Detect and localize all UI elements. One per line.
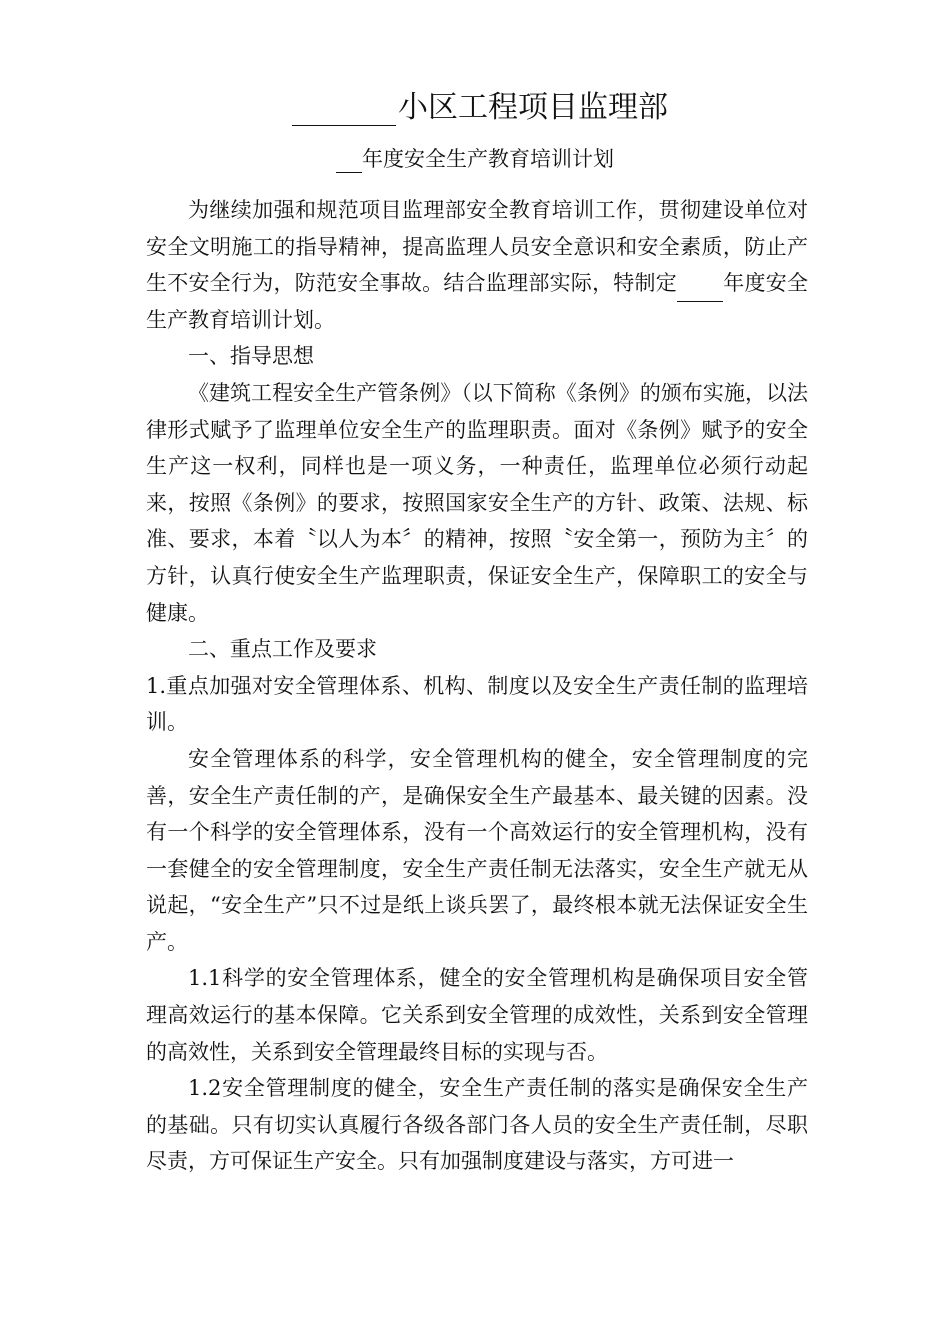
section-heading-2: 二、重点工作及要求 bbox=[188, 637, 377, 662]
page-title bbox=[292, 82, 668, 126]
item-paragraph-1-1: 1.1科学的安全管理体系，健全的安全管理机构是确保项目安全管理高效运行的基本保障。它关系到安全管理的成效性，关系到安全管理的高效性，关系到安全管理最终目标的实现与否。 bbox=[146, 966, 808, 1064]
subtitle-blank-line bbox=[336, 148, 362, 173]
title-text: 小区工程项目监理部 bbox=[398, 90, 668, 125]
page-subtitle bbox=[336, 143, 614, 173]
intro-text-end: 年度安全生产教育培训计划。 bbox=[146, 271, 809, 332]
section-paragraph-1: 《建筑工程安全生产管条例》（以下简称《条例》的颁布实施，以法律形式赋予了监理单位安全生产的监理职责。面对《条例》赋予的安全生产这一权利，同样也是一项义务，一种责任，监理单位必须行动起来，按照《条例》的要求，按照国家安全生产的方针、政策、法规、标准、要求，本着〝以人为本〞的精神，按照〝安全第一，预防为主〞的方针，认真行使安全生产监理职责，保证安全生产，保障职工的安全与健康。 bbox=[146, 380, 808, 625]
document-body bbox=[146, 192, 808, 1180]
section-heading-1: 一、指导思想 bbox=[188, 344, 314, 369]
item-paragraph-1-2: 1.2安全管理制度的健全，安全生产责任制的落实是确保安全生产的基础。只有切实认真履行各级各部门各人员的安全生产责任制，尽职尽责，方可保证生产安全。只有加强制度建设与落实，方可进一 bbox=[146, 1076, 808, 1174]
intro-text: 为继续加强和规范项目监理部安全教育培训工作，贯彻建设单位对安全文明施工的指导精神，提高监理人员安全意识和安全素质，防止产生不安全行为，防范安全事故。结合监理部实际，特制定 bbox=[146, 198, 808, 296]
title-blank-line bbox=[292, 87, 396, 126]
year-blank-line bbox=[677, 275, 723, 302]
item-paragraph-1: 安全管理体系的科学，安全管理机构的健全，安全管理制度的完善，安全生产责任制的产，是确保安全生产最基本、最关键的因素。没有一个科学的安全管理体系，没有一个高效运行的安全管理机构，没有一套健全的安全管理制度，安全生产责任制无法落实，安全生产就无从说起，“安全生产”只不过是纸上谈兵罢了，最终根本就无法保证安全生产。 bbox=[146, 746, 808, 954]
item-heading-1: 1.重点加强对安全管理体系、机构、制度以及安全生产责任制的监理培训。 bbox=[146, 673, 808, 735]
intro-paragraph bbox=[146, 192, 808, 338]
subtitle-text: 年度安全生产教育培训计划 bbox=[362, 147, 614, 171]
